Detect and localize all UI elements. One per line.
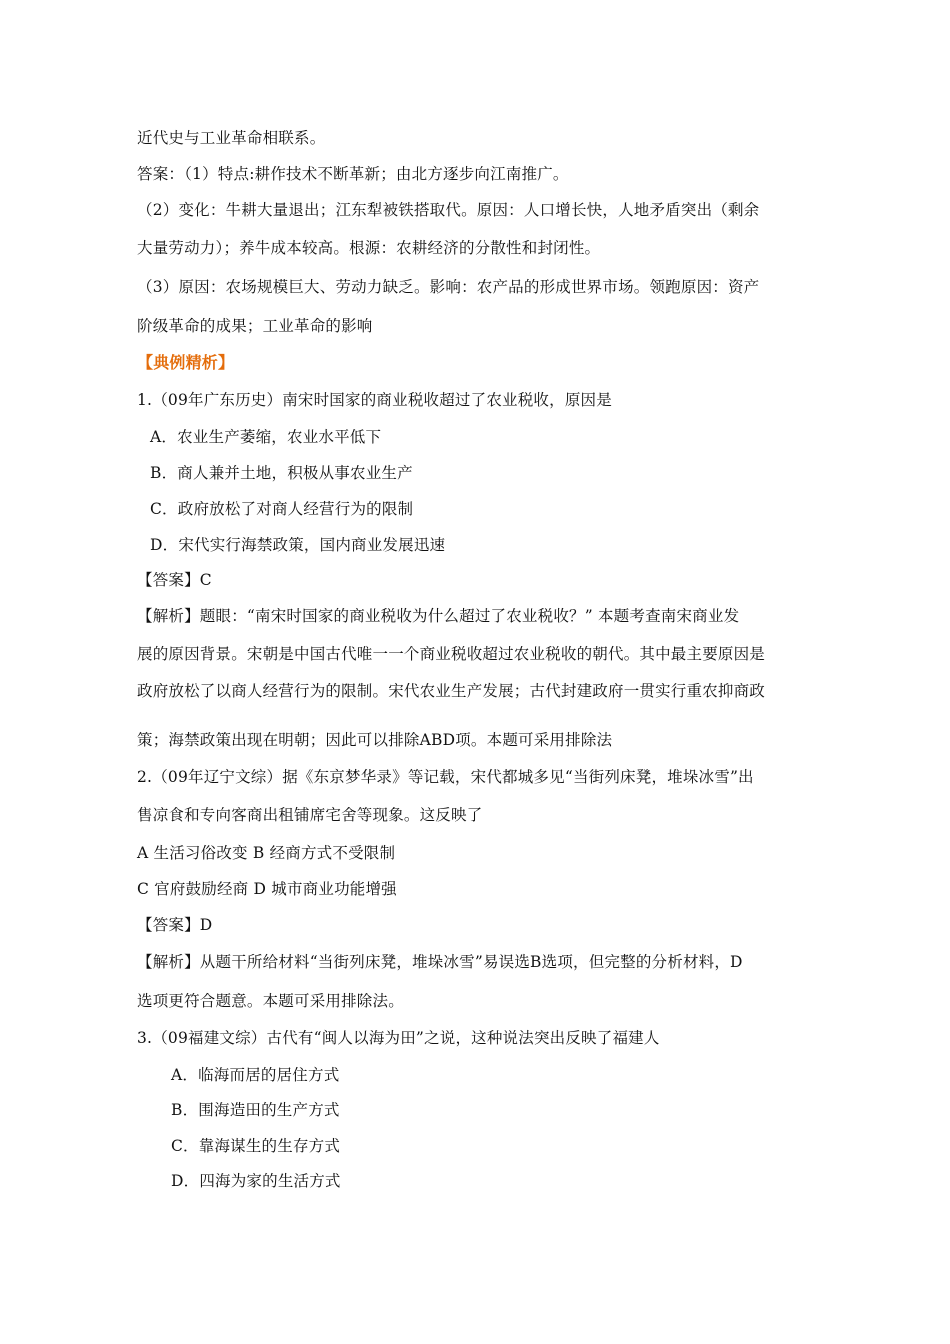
option-b: B．围海造田的生产方式 (171, 1101, 340, 1119)
analysis-line: 选项更符合题意。本题可采用排除法。 (137, 992, 404, 1010)
option-b: B．商人兼并土地，积极从事农业生产 (150, 464, 413, 482)
answer-line: 答案：（1）特点:耕作技术不断革新；由北方逐步向江南推广。 (137, 165, 569, 183)
option-a: A．农业生产萎缩，农业水平低下 (150, 428, 382, 446)
text-line: 大量劳动力）；养牛成本较高。根源：农耕经济的分散性和封闭性。 (137, 239, 601, 257)
options-cd: C 官府鼓励经商 D 城市商业功能增强 (137, 880, 397, 898)
section-heading: 【典例精析】 (137, 353, 235, 372)
text-line: （3）原因：农场规模巨大、劳动力缺乏。影响：农产品的形成世界市场。领跑原因：资产 (137, 278, 760, 296)
option-d: D．四海为家的生活方式 (171, 1172, 341, 1190)
analysis-line: 【解析】从题干所给材料“当街列床凳，堆垛冰雪”易误选B选项，但完整的分析材料，D (137, 953, 743, 971)
analysis-line: 展的原因背景。宋朝是中国古代唯一一个商业税收超过农业税收的朝代。其中最主要原因是 (137, 645, 766, 663)
text-line: （2）变化：牛耕大量退出；江东犁被铁搭取代。原因：人口增长快，人地矛盾突出（剩余 (137, 201, 760, 219)
text-line: 阶级革命的成果；工业革命的影响 (137, 317, 373, 335)
text-line: 近代史与工业革命相联系。 (137, 129, 326, 147)
option-d: D．宋代实行海禁政策，国内商业发展迅速 (150, 536, 446, 554)
option-c: C．靠海谋生的生存方式 (171, 1137, 341, 1155)
question-2: 2.（09年辽宁文综）据《东京梦华录》等记载，宋代都城多见“当街列床凳，堆垛冰雪”出 (137, 768, 754, 786)
options-ab: A 生活习俗改变 B 经商方式不受限制 (137, 844, 396, 862)
analysis-line: 【解析】题眼：“南宋时国家的商业税收为什么超过了农业税收？” 本题考查南宋商业发 (137, 607, 740, 625)
question-1: 1.（09年广东历史）南宋时国家的商业税收超过了农业税收，原因是 (137, 391, 612, 409)
analysis-line: 政府放松了以商人经营行为的限制。宋代农业生产发展；古代封建政府一贯实行重农抑商政 (137, 682, 766, 700)
option-c: C．政府放松了对商人经营行为的限制 (150, 500, 414, 518)
question-2-cont: 售凉食和专向客商出租铺席宅舍等现象。这反映了 (137, 806, 483, 824)
answer-label: 【答案】D (137, 916, 213, 934)
question-3: 3.（09福建文综）古代有“闽人以海为田”之说，这种说法突出反映了福建人 (137, 1029, 660, 1047)
answer-label: 【答案】C (137, 571, 212, 589)
option-a: A．临海而居的居住方式 (171, 1066, 340, 1084)
analysis-line: 策；海禁政策出现在明朝；因此可以排除ABD项。本题可采用排除法 (137, 731, 613, 749)
